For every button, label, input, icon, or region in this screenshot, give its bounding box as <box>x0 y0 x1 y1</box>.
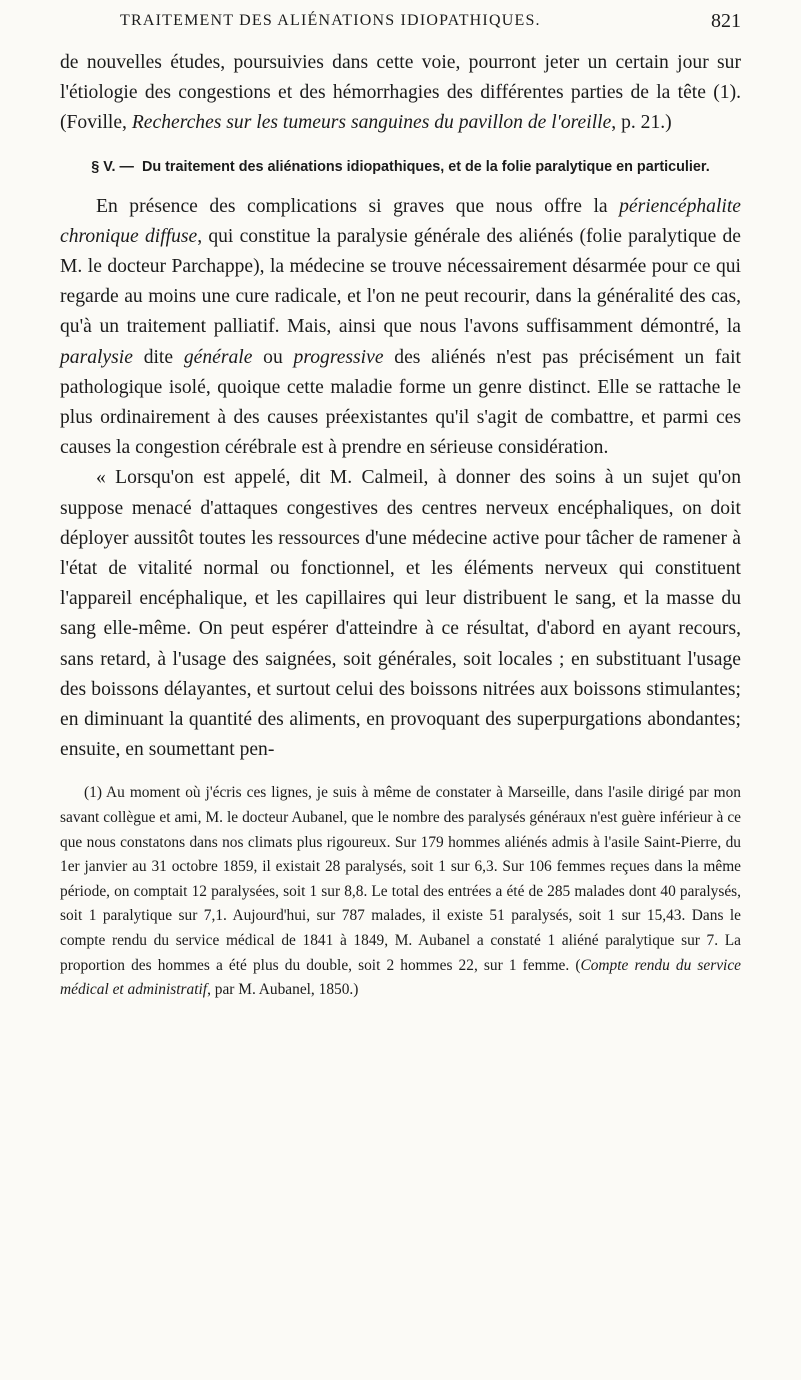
page-body <box>60 48 741 1018</box>
page-header <box>60 12 741 42</box>
section-title: Du traitement des aliénations idiopathiques, et de la folie paralytique en particulier. <box>141 158 710 175</box>
section-heading <box>60 157 741 178</box>
running-title: TRAITEMENT DES ALIÉNATIONS IDIOPATHIQUES. <box>120 12 541 29</box>
footnote: (1) Au moment où j'écris ces lignes, je suis à même de constater à Marseille, dans l'asile dirigé par mon savant collègue et ami, M. le docteur Aubanel, que le nombre des paralysés généraux n'est guère inférieur à ce que nous constatons dans nos climats plus rigoureux. Sur 179 hommes aliénés admis à l'asile Saint-Pierre, du 1er janvier au 31 octobre 1859, il existait 28 paralysés, soit 1 sur 6,3. Sur 106 femmes reçues dans la même période, on comptait 12 paralysées, soit 1 sur 8,8. Le total des entrées a été de 285 malades dont 40 paralysés, soit 1 paralytique sur 7,1. Aujourd'hui, sur 787 malades, il existe 51 paralysés, soit 1 sur 15,43. Dans le compte rendu du service médical de 1841 à 1849, M. Aubanel a constaté 1 aliéné paralytique sur 7. La proportion des hommes a été plus du double, soit 2 hommes 22, sur 1 femme. (Compte rendu du service médical et administratif, par M. Aubanel, 1850.) <box>60 784 741 999</box>
section-number: § V. — <box>91 158 134 175</box>
page-number: 821 <box>711 10 741 32</box>
paragraph-paralysie: En présence des complications si graves que nous offre la périencéphalite chronique diffuse, qui constitue la paralysie générale des aliénés (folie paralytique de M. le docteur Parchappe), la médecine se trouve nécessairement désarmée pour ce qui regarde au moins une cure radicale, et l'on ne peut recourir, dans la généralité des cas, qu'à un traitement palliatif. Mais, ainsi que nous l'avons suffisamment démontré, la paralysie dite générale ou progressive des aliénés n'est pas précisément un fait pathologique isolé, quoique cette maladie forme un genre distinct. Elle se rattache le plus ordinairement à des causes préexistantes qu'il s'agit de combattre, et parmi ces causes la congestion cérébrale est à prendre en sérieuse considération. <box>60 195 741 459</box>
paragraph-calmeil-quote: « Lorsqu'on est appelé, dit M. Calmeil, à donner des soins à un sujet qu'on suppose menacé d'attaques congestives des centres nerveux encéphaliques, on doit déployer aussitôt toutes les ressources d'une médecine active pour tâcher de ramener à l'état de vitalité normal ou fonctionnel, et les éléments nerveux qui constituent l'appareil encéphalique, et les capillaires qui leur distribuent le sang, et la masse du sang elle-même. On peut espérer d'atteindre à ce résultat, d'abord en ayant recours, sans retard, à l'usage des saignées, soit générales, soit locales ; en substituant l'usage des boissons délayantes, et surtout celui des boissons nitrées aux boissons stimulantes; en diminuant la quantité des aliments, en provoquant des superpurgations abondantes; ensuite, en soumettant pen- <box>60 467 741 761</box>
paragraph-intro: de nouvelles études, poursuivies dans cette voie, pourront jeter un certain jour sur l'étiologie des congestions et des hémorrhagies des différentes parties de la tête (1). (Foville, Recherches sur les tumeurs sanguines du pavillon de l'oreille, p. 21.) <box>60 52 741 134</box>
